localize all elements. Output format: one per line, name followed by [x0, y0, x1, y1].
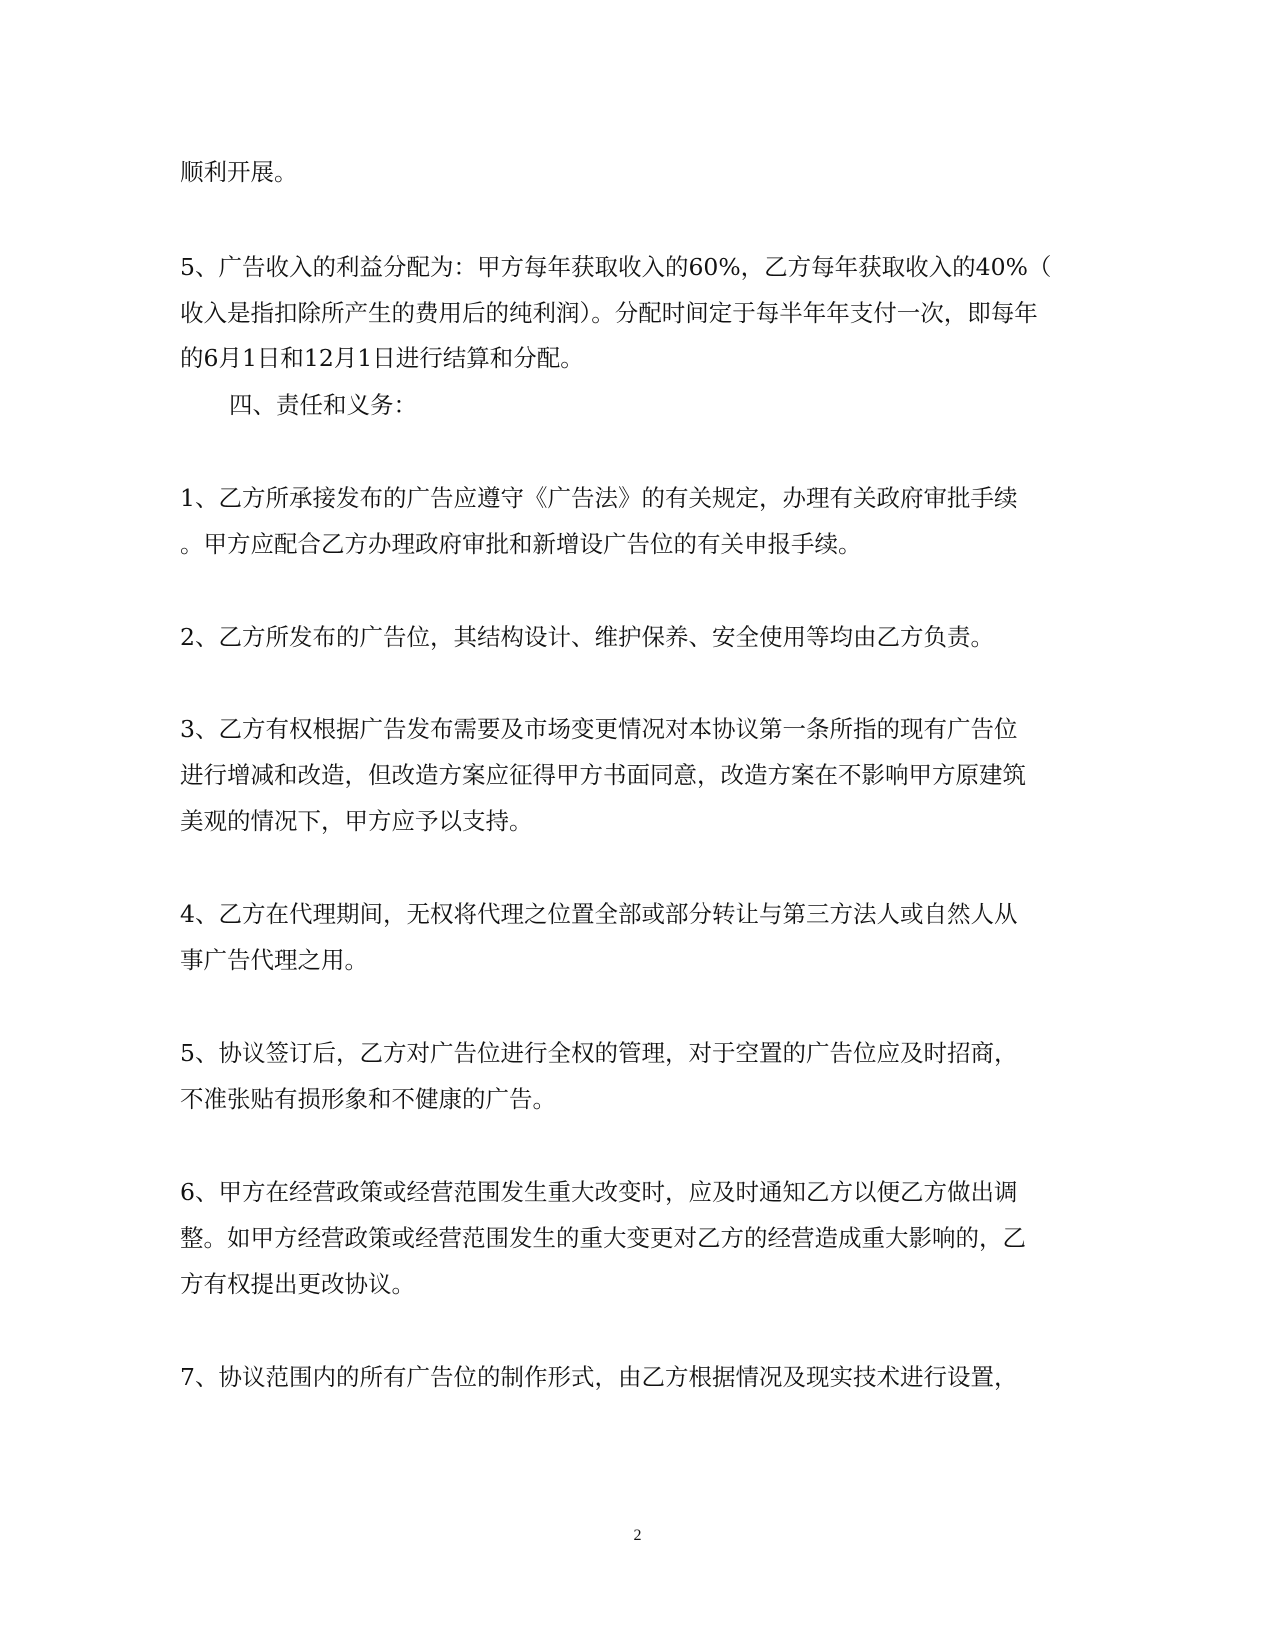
text-line: 4、乙方在代理期间，无权将代理之位置全部或部分转让与第三方法人或自然人从 [180, 900, 1018, 928]
text-line: 6、甲方在经营政策或经营范围发生重大改变时，应及时通知乙方以便乙方做出调 [180, 1178, 1018, 1206]
text-line: 收入是指扣除所产生的费用后的纯利润）。分配时间定于每半年年支付一次，即每年 [180, 299, 1038, 327]
text-line: 2、乙方所发布的广告位，其结构设计、维护保养、安全使用等均由乙方负责。 [180, 623, 994, 651]
text-line: 的6月1日和12月1日进行结算和分配。 [180, 344, 584, 372]
text-line: 5、协议签订后，乙方对广告位进行全权的管理，对于空置的广告位应及时招商， [180, 1039, 1018, 1067]
text-line: 事广告代理之用。 [180, 946, 368, 974]
text-line: 方有权提出更改协议。 [180, 1270, 415, 1298]
text-line: 美观的情况下，甲方应予以支持。 [180, 807, 533, 835]
section-heading: 四、责任和义务： [229, 391, 417, 419]
text-line: 5、广告收入的利益分配为：甲方每年获取收入的60%，乙方每年获取收入的40%（ [180, 253, 1052, 281]
page-number: 2 [633, 1527, 642, 1544]
text-line: 3、乙方有权根据广告发布需要及市场变更情况对本协议第一条所指的现有广告位 [180, 715, 1018, 743]
text-line: 1、乙方所承接发布的广告应遵守《广告法》的有关规定，办理有关政府审批手续 [180, 484, 1018, 512]
text-line: 7、协议范围内的所有广告位的制作形式，由乙方根据情况及现实技术进行设置， [180, 1363, 1018, 1391]
text-line: 。甲方应配合乙方办理政府审批和新增设广告位的有关申报手续。 [180, 530, 862, 558]
text-line: 整。如甲方经营政策或经营范围发生的重大变更对乙方的经营造成重大影响的，乙 [180, 1224, 1026, 1252]
text-line: 顺利开展。 [180, 158, 298, 186]
text-line: 进行增减和改造，但改造方案应征得甲方书面同意，改造方案在不影响甲方原建筑 [180, 761, 1026, 789]
text-line: 不准张贴有损形象和不健康的广告。 [180, 1085, 556, 1113]
